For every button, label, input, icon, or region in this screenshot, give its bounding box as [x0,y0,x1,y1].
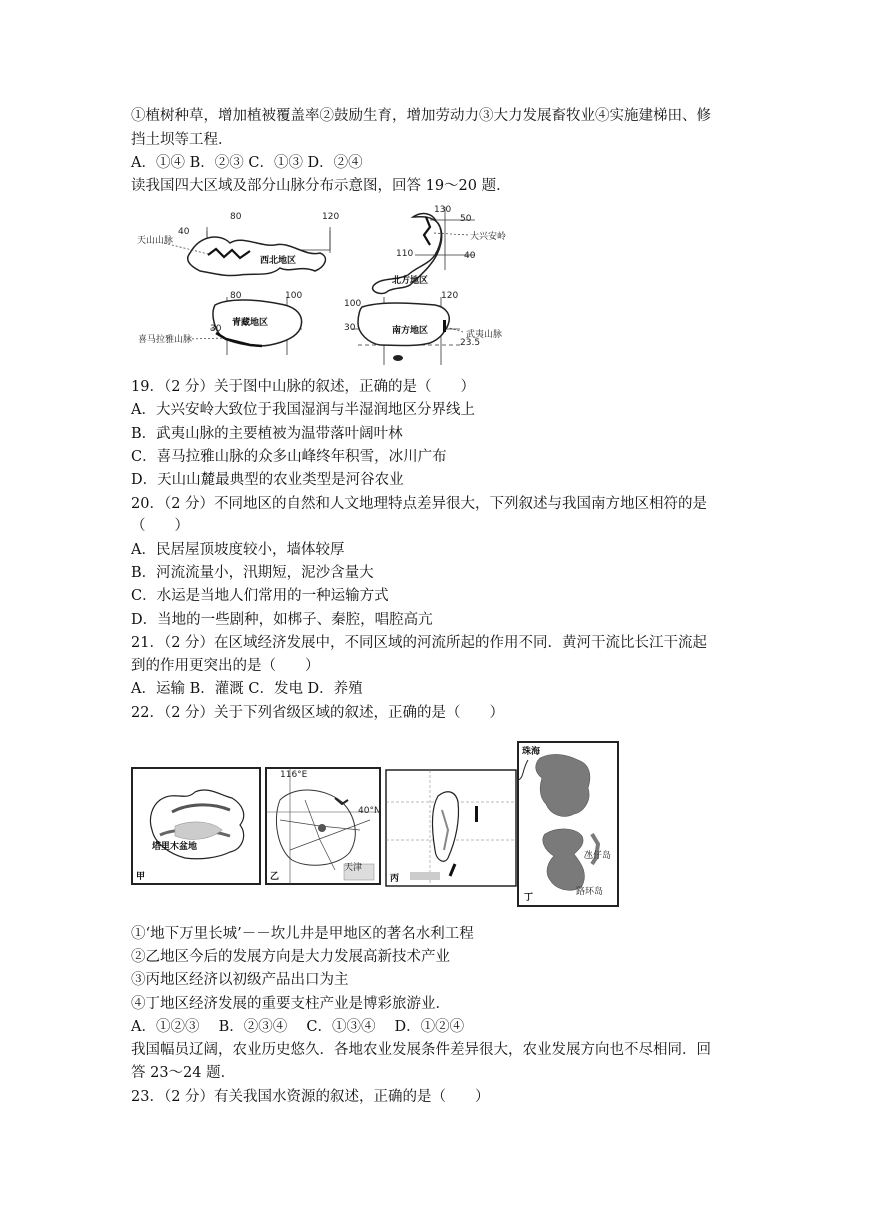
question-22: 22．（2 分）关于下列省级区域的叙述，正确的是（ ） [131,705,505,721]
tianshan-label: 天山山脉 [137,236,174,246]
tianjin-label: 天津 [344,863,363,873]
nw-region-label: 西北地区 [260,256,297,266]
map-bing-taiwan [386,770,516,886]
map-jia-xinjiang [132,768,260,884]
s-tropic-label: 23.5 [460,338,481,348]
s-region-label: 南方地区 [392,326,429,336]
question-20: 20．（2 分）不同地区的自然和人文地理特点差异很大，下列叙述与我国南方地区相符的是 [131,496,708,512]
question-21: 21．（2 分）在区域经济发展中，不同区域的河流所起的作用不同．黄河干流比长江干流起 [131,635,708,651]
option-20d: D．当地的一些剧种，如梆子、秦腔，唱腔高亢 [131,612,433,628]
option-20c: C．水运是当地人们常用的一种运输方式 [131,588,389,604]
question-19: 19．（2 分）关于图中山脉的叙述，正确的是（ ） [131,379,476,395]
statement-3: ③丙地区经济以初级产品出口为主 [131,972,349,988]
qz-lon-left-label: 80 [230,291,242,301]
option-19b: B．武夷山脉的主要植被为温带落叶阔叶林 [131,426,403,442]
s-lat-label: 30 [344,323,356,333]
qz-lon-right-label: 100 [285,291,303,301]
yi-lat-label: 40°N [358,806,381,816]
map-yi-beijing [266,768,380,884]
provinces-svg [130,740,620,910]
coloane-label: 路环岛 [576,887,604,897]
n-region-label: 北方地区 [392,276,429,286]
n-lon-left-label: 110 [396,249,414,259]
option-20b: B．河流流量小，汛期短，泥沙含量大 [131,565,374,581]
option-19a: A．大兴安岭大致位于我国湿润与半湿润地区分界线上 [131,402,475,418]
daxinganling-label: 大兴安岭 [470,232,507,242]
nw-lon-left-label: 80 [230,212,242,222]
map-ding-macau [518,742,618,906]
text-line: ①植树种草，增加植被覆盖率②鼓励生育，增加劳动力③大力发展畜牧业④实施建梯田、修 [131,108,711,124]
text-line: 挡土坝等工程． [131,132,233,148]
provinces-figure [130,740,620,910]
options-21: A．运输 B．灌溉 C．发电 D．养殖 [131,681,363,697]
wuyishan-label: 武夷山脉 [466,330,503,340]
question-21-cont: 到的作用更突出的是（ ） [131,658,320,674]
passage-line: 答 23～24 题． [131,1065,236,1081]
yi-lon-label: 116°E [280,770,308,780]
statement-4: ④丁地区经济发展的重要支柱产业是博彩旅游业． [131,996,450,1012]
question-20-paren: （ ） [131,518,189,534]
jia-tag: 甲 [136,872,146,882]
question-23: 23．（2 分）有关我国水资源的叙述，正确的是（ ） [131,1089,490,1105]
s-lon-right-label: 120 [441,291,459,301]
passage-line: 我国幅员辽阔，农业历史悠久．各地农业发展条件差异很大，农业发展方向也不尽相同．回 [131,1042,711,1058]
yi-tag: 乙 [270,872,280,882]
n-lat-label: 40 [464,251,476,261]
qz-lat-label: 30 [210,324,222,334]
statement-1: ①‘地下万里长城’－－坎儿井是甲地区的著名水利工程 [131,926,474,942]
bing-tag: 丙 [390,874,400,884]
nw-lat-label: 40 [178,227,190,237]
option-20a: A．民居屋顶坡度较小，墙体较厚 [131,542,345,558]
option-19c: C．喜马拉雅山脉的众多山峰终年积雪，冰川广布 [131,449,447,465]
ding-tag: 丁 [524,893,534,903]
zhuhai-label: 珠海 [522,747,541,757]
intro-text: 读我国四大区域及部分山脉分布示意图，回答 19～20 题． [131,178,511,194]
option-19d: D．天山山麓最典型的农业类型是河谷农业 [131,472,404,488]
s-lon-left-label: 100 [344,299,362,309]
n-lat-top-label: 50 [460,214,472,224]
n-lon-top-label: 130 [434,205,452,215]
four-regions-figure [130,205,530,370]
answer-options: A．①④ B．②③ C．①③ D．②④ [131,155,363,171]
qz-region-label: 青藏地区 [232,318,269,328]
himalaya-label: 喜马拉雅山脉 [138,335,193,345]
taipa-label: 氹仔岛 [584,851,612,861]
nw-lon-right-label: 120 [322,212,340,222]
statement-2: ②乙地区今后的发展方向是大力发展高新技术产业 [131,949,450,965]
options-22: A．①②③ B．②③④ C．①③④ D．①②④ [131,1019,465,1035]
tarim-basin-label: 塔里木盆地 [152,842,198,852]
